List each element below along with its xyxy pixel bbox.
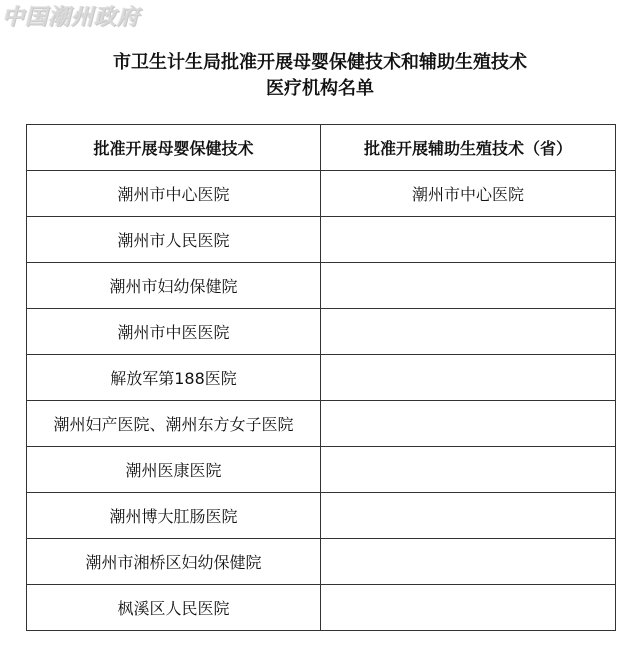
table-row [27,355,616,401]
cell-assisted-reproduction [321,493,616,539]
cell-maternal-care: 潮州博大肛肠医院 [27,493,321,539]
cell-maternal-care: 枫溪区人民医院 [27,585,321,631]
cell-maternal-care: 潮州市人民医院 [27,217,321,263]
table-row [27,263,616,309]
header-maternal-care: 批准开展母婴保健技术 [27,125,321,171]
cell-assisted-reproduction [321,539,616,585]
cell-maternal-care: 潮州市中心医院 [27,171,321,217]
cell-assisted-reproduction [321,263,616,309]
cell-maternal-care: 潮州医康医院 [27,447,321,493]
table-row [27,585,616,631]
cell-maternal-care: 潮州市中医医院 [27,309,321,355]
cell-assisted-reproduction [321,447,616,493]
table-row [27,447,616,493]
table-header-row [27,125,616,171]
header-assisted-reproduction: 批准开展辅助生殖技术（省） [321,125,616,171]
cell-assisted-reproduction [321,217,616,263]
watermark-logo: 中国潮州政府 [2,4,141,30]
cell-maternal-care: 解放军第188医院 [27,355,321,401]
table-row [27,539,616,585]
table-row [27,309,616,355]
cell-assisted-reproduction: 潮州市中心医院 [321,171,616,217]
cell-maternal-care: 潮州市湘桥区妇幼保健院 [27,539,321,585]
table-row [27,217,616,263]
table-row [27,401,616,447]
cell-maternal-care: 潮州妇产医院、潮州东方女子医院 [27,401,321,447]
title-line-2: 医疗机构名单 [266,78,374,99]
cell-assisted-reproduction [321,309,616,355]
institution-table [26,124,616,631]
table-row [27,171,616,217]
cell-assisted-reproduction [321,585,616,631]
cell-maternal-care: 潮州市妇幼保健院 [27,263,321,309]
cell-assisted-reproduction [321,355,616,401]
document-title [0,50,640,102]
cell-assisted-reproduction [321,401,616,447]
table-row [27,493,616,539]
title-line-1: 市卫生计生局批准开展母婴保健技术和辅助生殖技术 [113,52,527,73]
